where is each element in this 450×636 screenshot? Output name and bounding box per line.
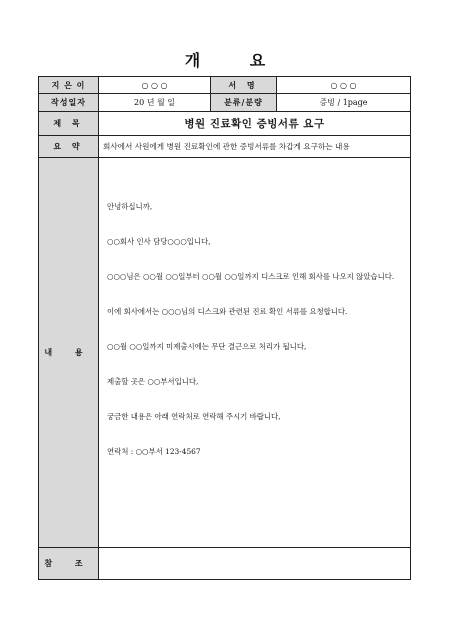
date-label: 작성일자 (39, 94, 99, 112)
subject-row (39, 112, 411, 136)
summary-row (39, 136, 411, 158)
author-label: 지 은 이 (39, 77, 99, 94)
subject-label: 제 목 (39, 112, 99, 136)
content-row (39, 158, 411, 548)
content-paragraph: 궁금한 내용은 아래 연락처로 연락해 주시기 바랍니다, (107, 412, 281, 421)
signature-value: ○ ○ ○ (277, 77, 411, 94)
summary-form-table (38, 76, 411, 580)
reference-label: 참 조 (39, 548, 99, 580)
content-paragraph: 이에 회사에서는 ○○○님의 디스크와 관련된 진료 확인 서류를 요청합니다. (107, 307, 348, 316)
author-row (39, 77, 411, 94)
content-body (99, 158, 411, 548)
date-row (39, 94, 411, 112)
document-title: 개 요 (184, 51, 288, 70)
summary-label: 요 약 (39, 136, 99, 158)
signature-label: 서 명 (211, 77, 277, 94)
content-paragraph: ○○회사 인사 담당○○○입니다, (107, 237, 211, 246)
content-paragraph: 연락처 : ○○부서 123-4567 (107, 447, 201, 456)
summary-value: 회사에서 사원에게 병원 진료확인에 관한 증빙서류를 차갑게 요구하는 내용 (99, 136, 411, 158)
content-paragraph: 제출할 곳은 ○○부서입니다, (107, 377, 199, 386)
content-label: 내 용 (39, 158, 99, 548)
subject-value: 병원 진료확인 증빙서류 요구 (99, 112, 411, 136)
date-value: 20 년 월 일 (99, 94, 211, 112)
category-value: 증빙 / 1page (277, 94, 411, 112)
content-paragraph: ○○월 ○○일까지 미제출시에는 무단 결근으로 처리가 됩니다, (107, 342, 307, 351)
author-value: ○ ○ ○ (99, 77, 211, 94)
reference-row (39, 548, 411, 580)
content-paragraph: 안녕하십니까, (107, 202, 153, 211)
reference-value (99, 548, 411, 580)
category-label: 분류/분량 (211, 94, 277, 112)
content-paragraph: ○○○님은 ○○월 ○○일부터 ○○월 ○○일까지 디스크로 인해 회사를 나오지 않았습니다. (107, 272, 395, 281)
